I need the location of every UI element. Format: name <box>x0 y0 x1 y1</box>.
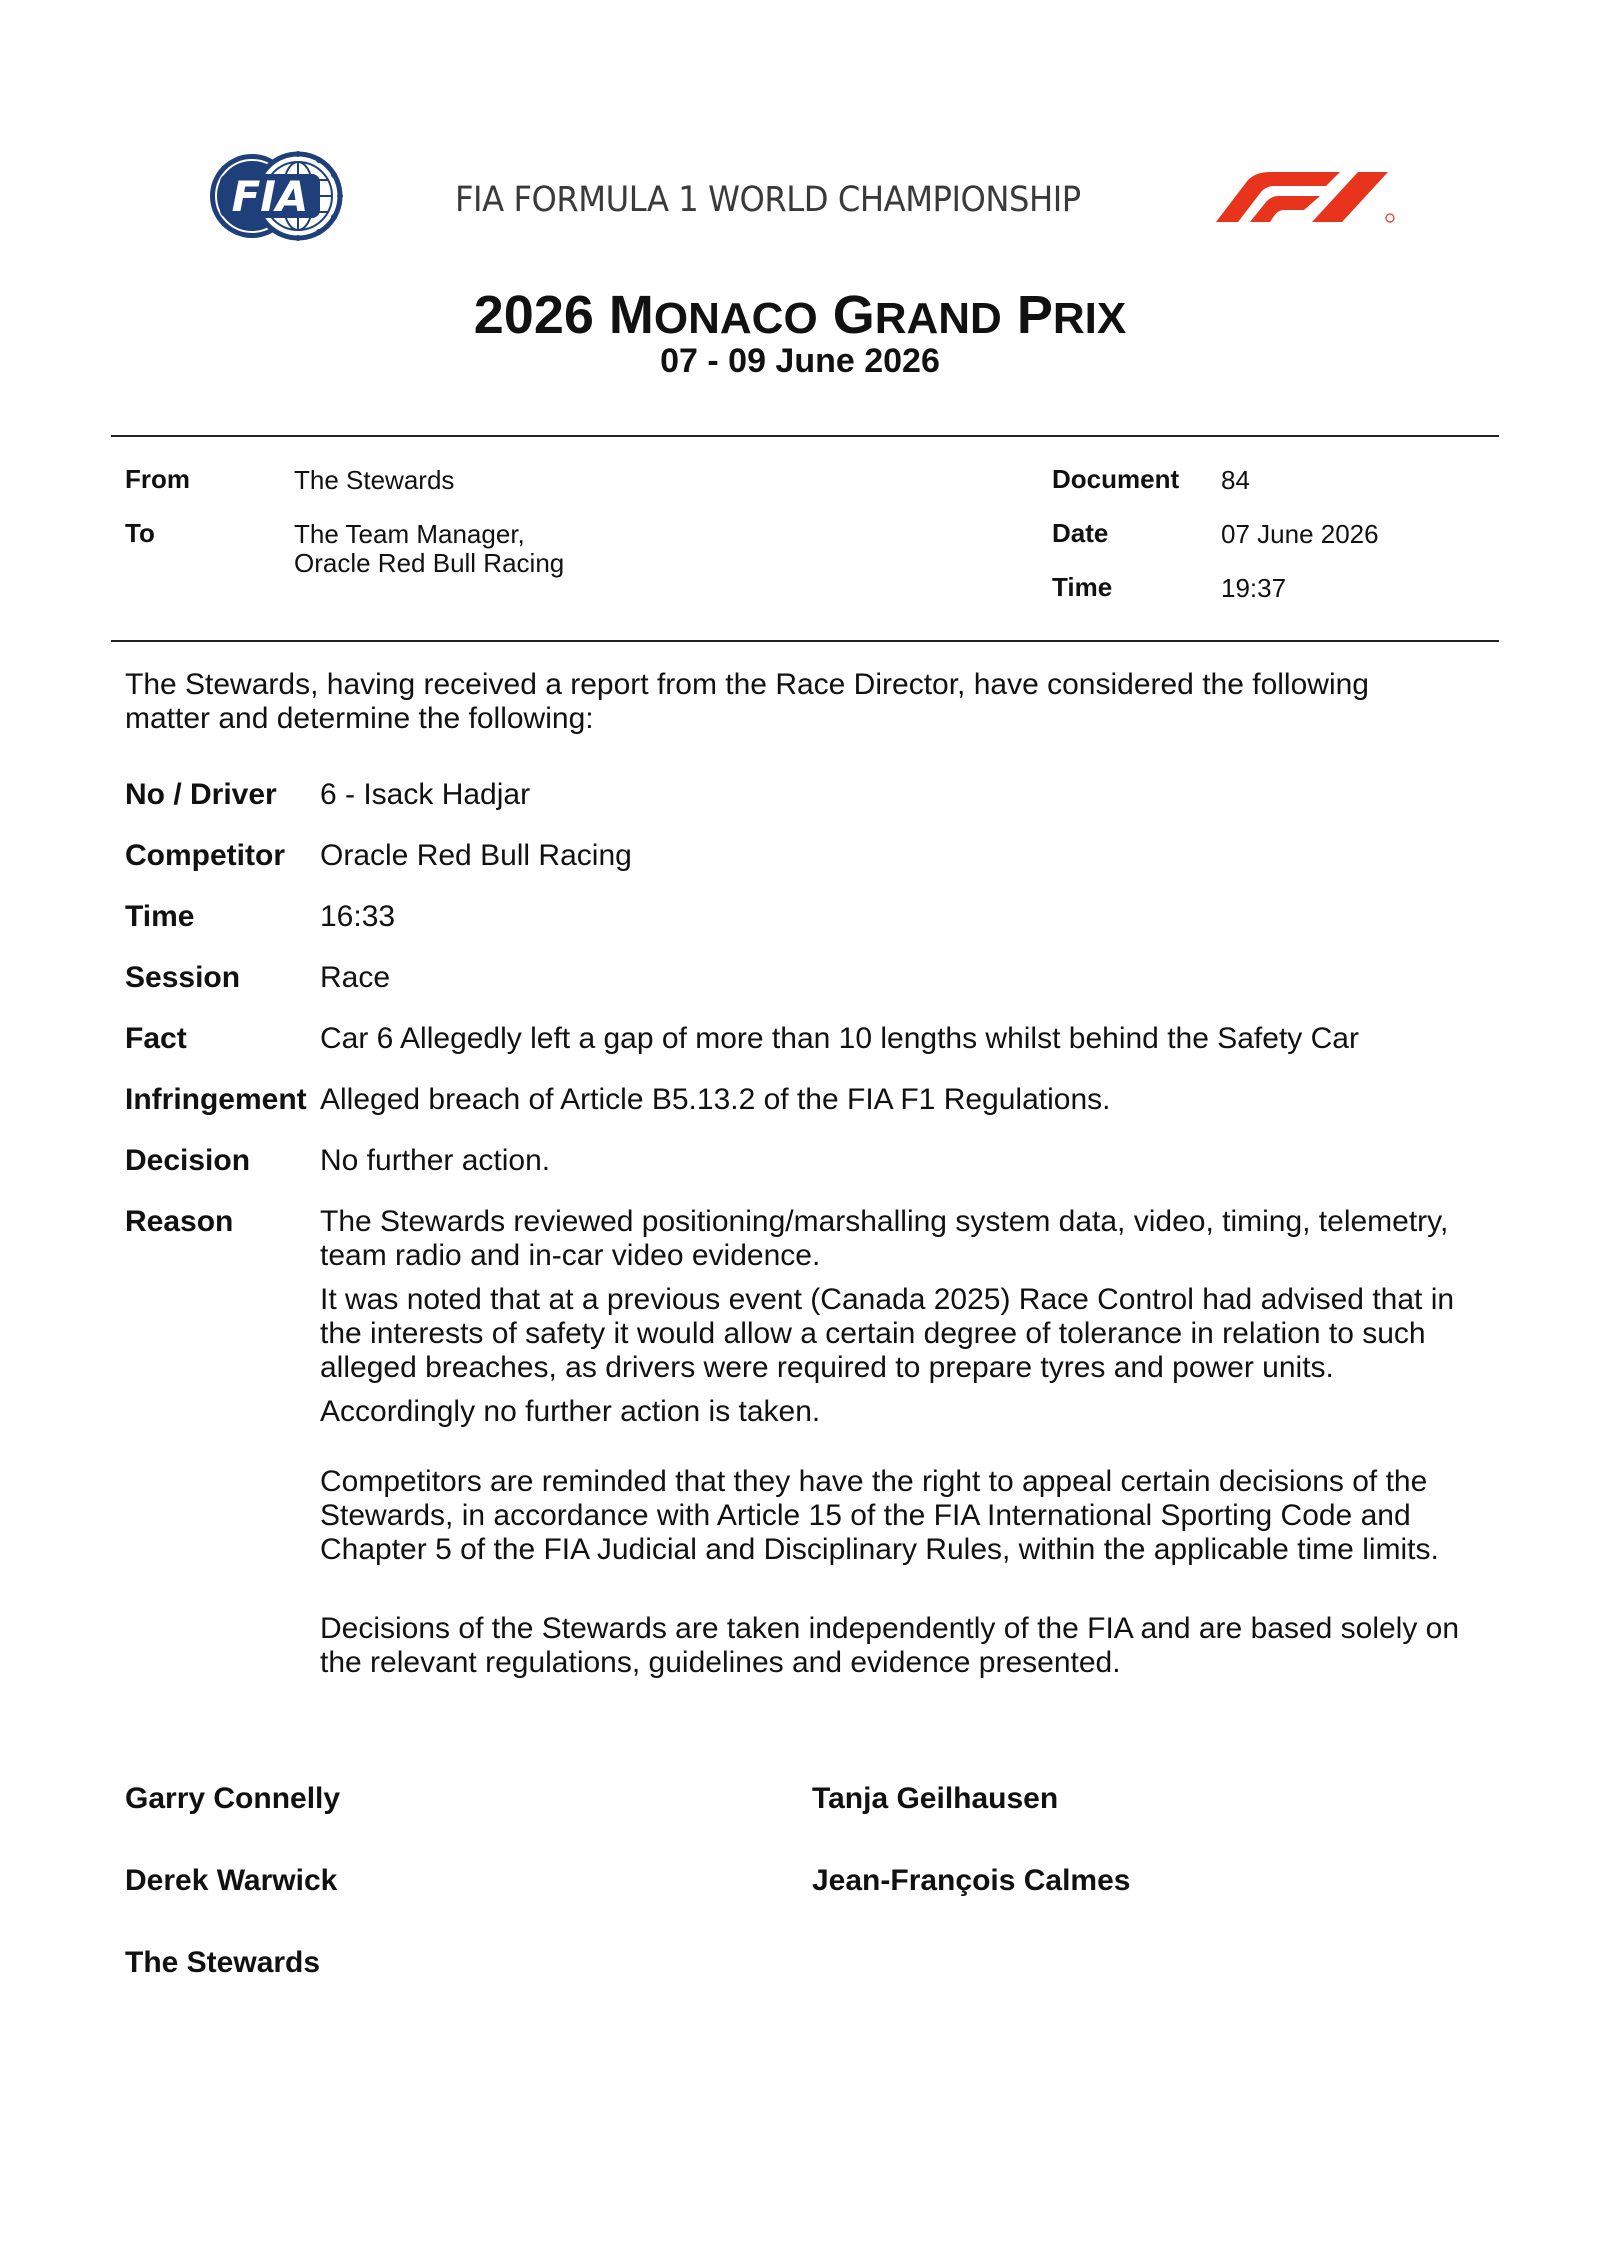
reason-paragraph: It was noted that at a previous event (Canada 2025) Race Control had advised that in the interests of safety it would allow a certain degree of tolerance in relation to such alleged breaches, as drivers were required to prepare tyres and power units. <box>320 1283 1455 1384</box>
driver-label: No / Driver <box>125 778 277 811</box>
infringement-value: Alleged breach of Article B5.13.2 of the FIA F1 Regulations. <box>320 1083 1111 1116</box>
date-label: Date <box>1052 518 1109 548</box>
independence-notice: Decisions of the Stewards are taken independently of the FIA and are based solely on the relevant regulations, guidelines and evidence presented. <box>320 1612 1460 1679</box>
signatory-right-2: Jean-François Calmes <box>812 1864 1131 1897</box>
event-dates: 07 - 09 June 2026 <box>660 342 940 380</box>
signatory-right-1: Tanja Geilhausen <box>812 1782 1059 1815</box>
driver-value: 6 - Isack Hadjar <box>320 778 531 811</box>
reason-body <box>320 1205 1490 1439</box>
signatories-footer: The Stewards <box>125 1946 321 1979</box>
reason-paragraph: The Stewards reviewed positioning/marshalling system data, video, timing, telemetry, team radio and in-car video evidence. <box>320 1205 1449 1272</box>
to-value-line1: The Team Manager, <box>294 519 525 549</box>
date-value: 07 June 2026 <box>1221 519 1379 549</box>
document-value: 84 <box>1221 465 1250 495</box>
time-label: Time <box>1052 572 1113 602</box>
time-value: 19:37 <box>1221 573 1287 603</box>
decision-value: No further action. <box>320 1144 551 1177</box>
to-value <box>294 520 564 578</box>
championship-title: FIA FORMULA 1 WORLD CHAMPIONSHIP <box>455 180 1081 220</box>
time-detail-label: Time <box>125 900 195 933</box>
competitor-value: Oracle Red Bull Racing <box>320 839 632 872</box>
session-label: Session <box>125 961 241 994</box>
intro-text: The Stewards, having received a report from the Race Director, have considered the following matter and determine the following: <box>125 668 1369 735</box>
appeal-notice: Competitors are reminded that they have the right to appeal certain decisions of the Stewards, in accordance with Article 15 of the FIA International Sporting Code and Chapter 5 of the FIA Judicial and Disciplinary Rules, within the applicable time limits. <box>320 1465 1439 1566</box>
signatory-left-2: Derek Warwick <box>125 1864 338 1897</box>
to-value-line2: Oracle Red Bull Racing <box>294 548 565 578</box>
fact-label: Fact <box>125 1022 187 1055</box>
reason-paragraph: Accordingly no further action is taken. <box>320 1395 821 1428</box>
signatory-left-1: Garry Connelly <box>125 1782 341 1815</box>
session-value: Race <box>320 961 391 994</box>
fact-value: Car 6 Allegedly left a gap of more than 10 lengths whilst behind the Safety Car <box>320 1022 1359 1055</box>
from-value: The Stewards <box>294 465 455 495</box>
event-title: 2026 MONACO GRAND PRIX <box>473 285 1127 345</box>
fia-logo-text: FIA <box>231 172 309 221</box>
divider-top <box>111 435 1499 437</box>
reason-label: Reason <box>125 1205 234 1238</box>
time-detail-value: 16:33 <box>320 900 396 933</box>
document-label: Document <box>1052 464 1180 494</box>
to-label: To <box>125 518 155 548</box>
f1-logo <box>1208 170 1402 224</box>
infringement-label: Infringement <box>125 1083 307 1116</box>
divider-bottom <box>111 640 1499 642</box>
decision-label: Decision <box>125 1144 251 1177</box>
competitor-label: Competitor <box>125 839 285 872</box>
fia-logo <box>206 150 344 242</box>
from-label: From <box>125 464 190 494</box>
